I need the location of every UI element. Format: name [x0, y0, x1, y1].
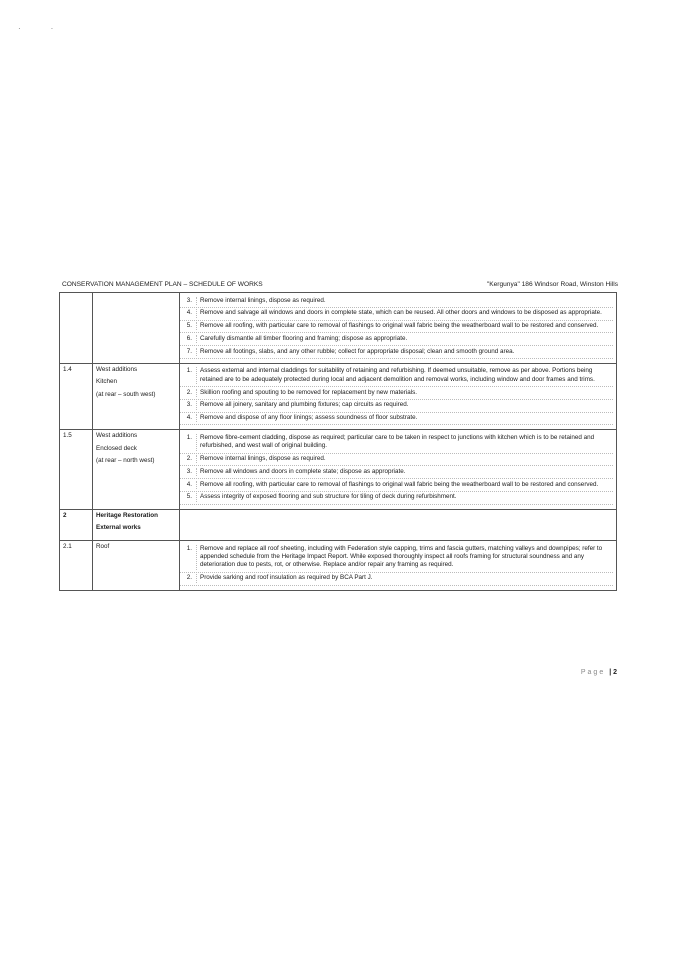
page-label: Page	[580, 669, 606, 676]
list-item	[180, 308, 613, 321]
row-area	[93, 509, 180, 541]
list-item	[180, 454, 613, 467]
row-number: 1.4	[60, 363, 93, 429]
table-row	[60, 430, 617, 509]
item-text: Assess integrity of exposed flooring and sub structure for tiling of deck during refurbishment.	[200, 493, 457, 501]
row-area	[93, 430, 180, 509]
list-item	[180, 346, 613, 359]
row-area	[93, 541, 180, 590]
list-item	[180, 413, 613, 426]
item-text: Remove internal linings, dispose as required.	[200, 296, 326, 304]
list-item	[180, 366, 613, 387]
list-item	[180, 466, 613, 479]
item-number: 5.	[180, 493, 197, 501]
item-text: Remove all footings, slabs, and any other rubble; collect for appropriate disposal; clean and smooth ground area.	[200, 347, 515, 355]
area-line: (at rear – south west)	[96, 390, 156, 398]
item-number: 2.	[180, 574, 197, 582]
table-row	[60, 509, 617, 541]
item-number: 1.	[180, 434, 197, 451]
list-item	[180, 479, 613, 492]
item-number: 6.	[180, 335, 197, 343]
page-number-separator: |	[609, 669, 614, 676]
item-text: Remove all windows and doors in complete state; dispose as appropriate.	[200, 467, 406, 475]
item-number: 4.	[180, 309, 197, 317]
header-title: CONSERVATION MANAGEMENT PLAN – SCHEDULE OF WORKS	[62, 281, 263, 288]
list-item	[180, 432, 613, 453]
row-works	[180, 293, 617, 364]
row-number: 1.5	[60, 430, 93, 509]
list-item	[180, 573, 613, 586]
item-text: Skillion roofing and spouting to be removed for replacement by new materials.	[200, 388, 418, 396]
table-row	[60, 363, 617, 429]
scan-specks: ··	[18, 24, 84, 33]
item-text: Remove all joinery, sanitary and plumbing fixtures; cap circuits as required.	[200, 401, 409, 409]
area-line: West additions	[96, 365, 138, 373]
row-works	[180, 430, 617, 509]
area-line: External works	[96, 524, 141, 532]
list-item	[180, 321, 613, 334]
list-item	[180, 492, 613, 505]
item-text: Remove internal linings, dispose as required.	[200, 455, 326, 463]
area-line: Enclosed deck	[96, 444, 137, 452]
area-line: Roof	[96, 543, 110, 551]
item-text: Remove and dispose of any floor linings; assess soundness of floor substrate.	[200, 414, 418, 422]
item-text: Assess external and internal claddings for suitability of retaining and refurbishing. If deemed unsuitable, remove as per above. Portions being retained are to be adequately protected during local and adjacent demolition and removal works, including window and door frames and trims.	[200, 367, 595, 383]
table-row	[60, 541, 617, 590]
list-item	[180, 400, 613, 413]
item-number: 3.	[180, 401, 197, 409]
works-list	[183, 543, 613, 585]
area-line: (at rear – north west)	[96, 457, 155, 465]
item-number: 3.	[180, 297, 197, 305]
list-item	[180, 387, 613, 400]
item-number: 4.	[180, 414, 197, 422]
row-works	[180, 363, 617, 429]
header-address: "Kergunya" 186 Windsor Road, Winston Hills	[486, 281, 618, 288]
page-number: 2	[613, 669, 617, 676]
item-number: 4.	[180, 481, 197, 489]
area-line: West additions	[96, 432, 138, 440]
item-number: 1.	[180, 545, 197, 570]
item-text: Remove all roofing, with particular care to removal of flashings to original wall fabric being the weatherboard wall to be restored and conserved.	[200, 322, 599, 330]
item-text: Remove and salvage all windows and doors in complete state, which can be reused. All other doors and windows to be disposed as appropriate.	[200, 309, 602, 317]
works-list	[183, 366, 613, 425]
item-text: Remove fibre-cement cladding, dispose as required; particular care to be taken in respect to junctions with kitchen which is to be retained and refurbished, and west wall of original building.	[200, 433, 595, 450]
item-text: Carefully dismantle all timber flooring and framing; dispose as appropriate.	[200, 334, 408, 342]
item-number: 5.	[180, 322, 197, 330]
page-header	[62, 281, 618, 288]
item-number: 3.	[180, 468, 197, 476]
row-area	[93, 293, 180, 364]
table-row	[60, 293, 617, 364]
item-number: 2.	[180, 455, 197, 463]
item-text: Remove all roofing, with particular care to removal of flashings to original wall fabric being the weatherboard wall to be restored and conserved.	[200, 480, 599, 488]
row-number	[60, 293, 93, 364]
page-footer	[470, 669, 617, 676]
works-list	[183, 432, 613, 504]
list-item	[180, 333, 613, 346]
schedule-of-works-table	[59, 292, 617, 591]
item-text: Remove and replace all roof sheeting, including with Federation style capping, trims and fascia gutters, matching valleys and downpipes; refer to appended schedule from the Heritage Impact Report. While exposed thoroughly inspect all roofs framing for structural soundness and any deterioration due to pests, rot, or otherwise. Replace and/or repair any framing as required.	[200, 544, 603, 569]
row-area	[93, 363, 180, 429]
item-number: 2.	[180, 389, 197, 397]
area-line: Kitchen	[96, 378, 118, 386]
row-number: 2.1	[60, 541, 93, 590]
list-item	[180, 295, 613, 308]
item-number: 1.	[180, 367, 197, 384]
row-works	[180, 509, 617, 541]
list-item	[180, 543, 613, 572]
item-text: Provide sarking and roof insulation as required by BCA Part J.	[200, 574, 373, 582]
row-number: 2	[60, 509, 93, 541]
works-list	[183, 295, 613, 359]
row-works	[180, 541, 617, 590]
item-number: 7.	[180, 348, 197, 356]
area-line: Heritage Restoration	[96, 511, 158, 519]
